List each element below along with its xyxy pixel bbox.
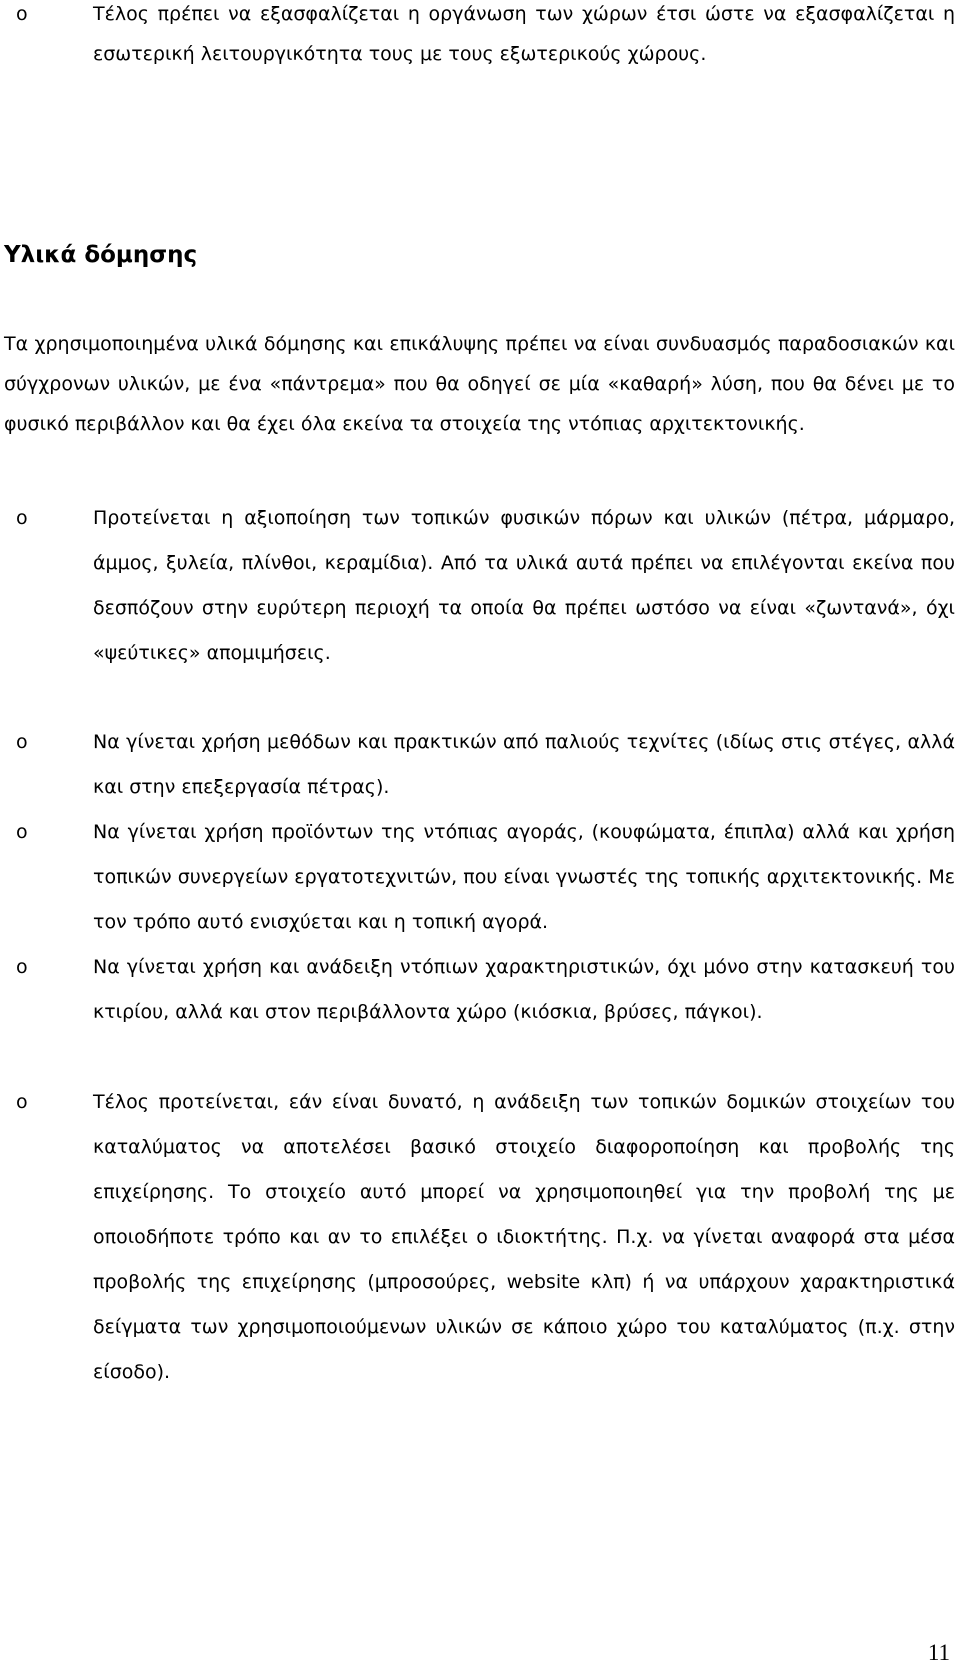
list-item-text: Να γίνεται χρήση και ανάδειξη ντόπιων χαρακτηριστικών, όχι μόνο στην κατασκευή του κτιρίου, αλλά και στον περιβάλλοντα χώρο (κιόσκια, βρύσες, πάγκοι).	[93, 956, 955, 1023]
section-heading: Υλικά δόμησης	[4, 242, 198, 268]
body-paragraph: Τα χρησιμοποιημένα υλικά δόμησης και επικάλυψης πρέπει να είναι συνδυασμός παραδοσιακών και σύγχρονων υλικών, με ένα «πάντρεμα» που θα οδηγεί σε μία «καθαρή» λύση, που θα δένει με το φυσικό περιβάλλον και θα έχει όλα εκείνα τα στοιχεία της ντόπιας αρχιτεκτονικής.	[4, 333, 955, 435]
bullet-marker: o	[16, 731, 28, 753]
page-number: 11	[927, 1640, 950, 1665]
bullet-marker: o	[16, 1091, 28, 1113]
list-item-text: Τέλος προτείνεται, εάν είναι δυνατό, η ανάδειξη των τοπικών δομικών στοιχείων του καταλύματος να αποτελέσει βασικό στοιχείο διαφοροποίηση και προβολής της επιχείρησης. Το στοιχείο αυτό μπορεί να χρησιμοποιηθεί για την προβολή της με οποιοδήποτε τρόπο και αν το επιλέξει ο ιδιοκτήτης. Π.χ. να γίνεται αναφορά στα μέσα προβολής της επιχείρησης (μπροσούρες, website κλπ) ή να υπάρχουν χαρακτηριστικά δείγματα των χρησιμοποιούμενων υλικών σε κάποιο χώρο του καταλύματος (π.χ. στην είσοδο).	[93, 1091, 955, 1383]
bullet-marker: o	[16, 3, 28, 25]
bullet-marker: o	[16, 507, 28, 529]
list-item-text: Τέλος πρέπει να εξασφαλίζεται η οργάνωση των χώρων έτσι ώστε να εξασφαλίζεται η εσωτερική λειτουργικότητα τους με τους εξωτερικούς χώρους.	[93, 3, 955, 65]
list-item-text: Να γίνεται χρήση μεθόδων και πρακτικών από παλιούς τεχνίτες (ιδίως στις στέγες, αλλά και στην επεξεργασία πέτρας).	[93, 731, 955, 798]
list-item-text: Προτείνεται η αξιοποίηση των τοπικών φυσικών πόρων και υλικών (πέτρα, μάρμαρο, άμμος, ξυλεία, πλίνθοι, κεραμίδια). Από τα υλικά αυτά πρέπει να επιλέγονται εκείνα που δεσπόζουν στην ευρύτερη περιοχή τα οποία θα πρέπει ωστόσο να είναι «ζωντανά», όχι «ψεύτικες» απομιμήσεις.	[93, 507, 955, 664]
bullet-marker: o	[16, 956, 28, 978]
list-item-text: Να γίνεται χρήση προϊόντων της ντόπιας αγοράς, (κουφώματα, έπιπλα) αλλά και χρήση τοπικών συνεργείων εργατοτεχνιτών, που είναι γνωστές της τοπικής αρχιτεκτονικής. Με τον τρόπο αυτό ενισχύεται και η τοπική αγορά.	[93, 821, 955, 933]
bullet-marker: o	[16, 821, 28, 843]
